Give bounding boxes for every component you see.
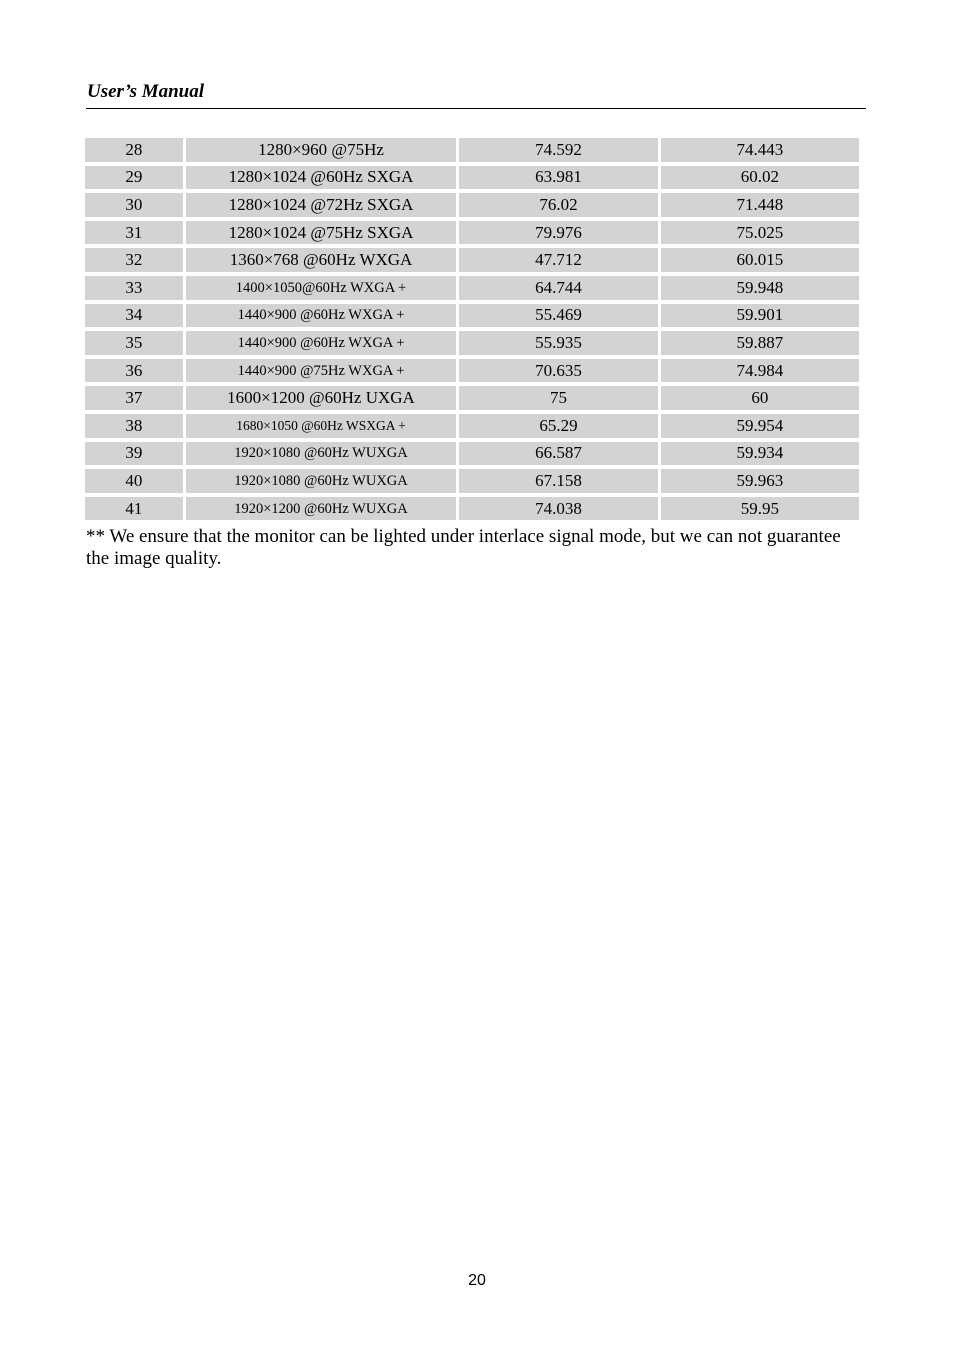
table-cell-mode-number: 34 <box>85 304 183 328</box>
table-cell-resolution: 1440×900 @75Hz WXGA + <box>186 359 457 383</box>
table-cell-mode-number: 37 <box>85 386 183 410</box>
table-row <box>85 166 859 190</box>
table-row <box>85 248 859 272</box>
table-cell-horizontal-frequency: 75 <box>459 386 657 410</box>
table-cell-mode-number: 31 <box>85 221 183 245</box>
table-row <box>85 138 859 162</box>
table-cell-horizontal-frequency: 63.981 <box>459 166 657 190</box>
table-cell-vertical-frequency: 59.95 <box>661 497 859 521</box>
table-cell-horizontal-frequency: 67.158 <box>459 469 657 493</box>
table-cell-horizontal-frequency: 55.935 <box>459 331 657 355</box>
table-cell-horizontal-frequency: 76.02 <box>459 193 657 217</box>
table-cell-vertical-frequency: 75.025 <box>661 221 859 245</box>
table-row <box>85 304 859 328</box>
header-divider <box>86 108 866 109</box>
table-cell-mode-number: 32 <box>85 248 183 272</box>
table-cell-vertical-frequency: 59.901 <box>661 304 859 328</box>
page-header-title: User’s Manual <box>87 81 205 102</box>
table-cell-resolution: 1280×960 @75Hz <box>186 138 457 162</box>
table-cell-mode-number: 40 <box>85 469 183 493</box>
table-cell-horizontal-frequency: 65.29 <box>459 414 657 438</box>
table-cell-mode-number: 38 <box>85 414 183 438</box>
table-cell-mode-number: 30 <box>85 193 183 217</box>
table-cell-resolution: 1360×768 @60Hz WXGA <box>186 248 457 272</box>
table-row <box>85 469 859 493</box>
table-row <box>85 276 859 300</box>
table-cell-resolution: 1920×1080 @60Hz WUXGA <box>186 442 457 466</box>
table-row <box>85 331 859 355</box>
table-cell-mode-number: 36 <box>85 359 183 383</box>
table-cell-mode-number: 35 <box>85 331 183 355</box>
table-cell-horizontal-frequency: 74.038 <box>459 497 657 521</box>
table-cell-resolution: 1920×1200 @60Hz WUXGA <box>186 497 457 521</box>
table-cell-resolution: 1280×1024 @75Hz SXGA <box>186 221 457 245</box>
table-cell-vertical-frequency: 60 <box>661 386 859 410</box>
table-cell-vertical-frequency: 74.443 <box>661 138 859 162</box>
table-cell-horizontal-frequency: 55.469 <box>459 304 657 328</box>
table-cell-vertical-frequency: 71.448 <box>661 193 859 217</box>
table-row <box>85 386 859 410</box>
table-cell-resolution: 1440×900 @60Hz WXGA + <box>186 304 457 328</box>
table-cell-vertical-frequency: 59.934 <box>661 442 859 466</box>
table-row <box>85 221 859 245</box>
table-cell-horizontal-frequency: 64.744 <box>459 276 657 300</box>
table-cell-resolution: 1280×1024 @60Hz SXGA <box>186 166 457 190</box>
timing-mode-table <box>82 134 862 524</box>
table-cell-vertical-frequency: 59.948 <box>661 276 859 300</box>
table-row <box>85 359 859 383</box>
table-cell-resolution: 1680×1050 @60Hz WSXGA + <box>186 414 457 438</box>
table-cell-vertical-frequency: 60.02 <box>661 166 859 190</box>
table-cell-horizontal-frequency: 79.976 <box>459 221 657 245</box>
table-cell-vertical-frequency: 59.887 <box>661 331 859 355</box>
table-cell-horizontal-frequency: 47.712 <box>459 248 657 272</box>
table-cell-resolution: 1920×1080 @60Hz WUXGA <box>186 469 457 493</box>
table-cell-vertical-frequency: 74.984 <box>661 359 859 383</box>
page-number: 20 <box>468 1272 486 1289</box>
table-row <box>85 193 859 217</box>
table-cell-resolution: 1440×900 @60Hz WXGA + <box>186 331 457 355</box>
table-cell-mode-number: 28 <box>85 138 183 162</box>
table-row <box>85 442 859 466</box>
table-cell-mode-number: 29 <box>85 166 183 190</box>
table-cell-vertical-frequency: 59.963 <box>661 469 859 493</box>
table-cell-resolution: 1280×1024 @72Hz SXGA <box>186 193 457 217</box>
table-cell-vertical-frequency: 60.015 <box>661 248 859 272</box>
table-row <box>85 414 859 438</box>
table-row <box>85 497 859 521</box>
table-cell-mode-number: 33 <box>85 276 183 300</box>
table-cell-vertical-frequency: 59.954 <box>661 414 859 438</box>
table-cell-resolution: 1400×1050@60Hz WXGA + <box>186 276 457 300</box>
table-cell-horizontal-frequency: 70.635 <box>459 359 657 383</box>
interlace-footnote: ** We ensure that the monitor can be lighted under interlace signal mode, but we can not guarantee the image quality. <box>86 526 841 569</box>
table-cell-horizontal-frequency: 66.587 <box>459 442 657 466</box>
table-cell-mode-number: 41 <box>85 497 183 521</box>
table-cell-mode-number: 39 <box>85 442 183 466</box>
table-cell-resolution: 1600×1200 @60Hz UXGA <box>186 386 457 410</box>
table-cell-horizontal-frequency: 74.592 <box>459 138 657 162</box>
